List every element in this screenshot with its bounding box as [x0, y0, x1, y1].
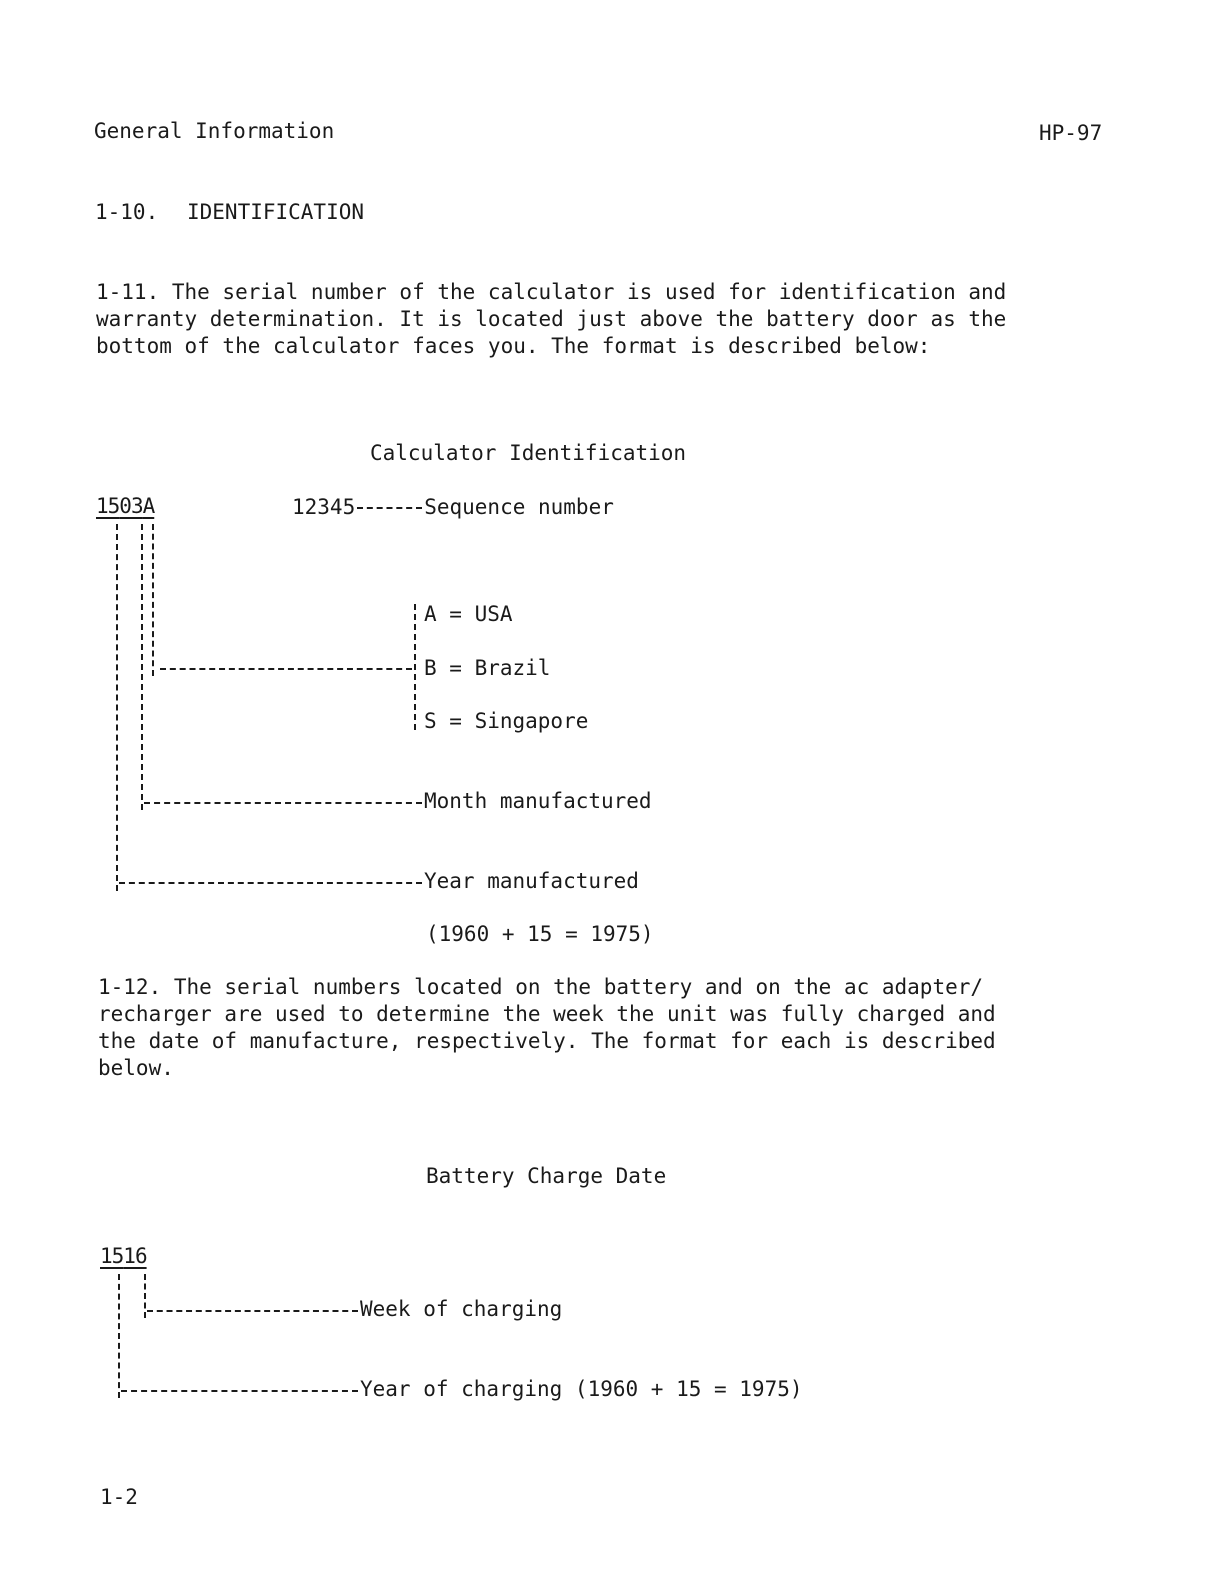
serial-prefix: [96, 496, 154, 517]
battery-code: [100, 1246, 147, 1267]
battery-year-code: 15: [100, 1244, 124, 1268]
month-leader-horizontal: [144, 802, 422, 804]
section-number: 1-10.: [95, 200, 159, 224]
country-bracket: [414, 604, 416, 730]
running-header-section: General Information: [94, 119, 335, 143]
battery-charge-title: Battery Charge Date: [426, 1164, 667, 1188]
paragraph-1-12: 1-12. The serial numbers located on the battery and on the ac adapter/ recharger are used to determine the week the unit was fully charged and the date of manufacture, respectively. The format for each is described below.: [98, 975, 996, 1080]
year-leader-vertical: [116, 524, 118, 891]
sequence-dashes: [357, 507, 422, 509]
month-manufactured-label: Month manufactured: [424, 789, 652, 813]
running-header-model: HP-97: [1039, 121, 1103, 145]
battery-week-leader-horizontal: [147, 1310, 358, 1312]
year-of-charging-label: Year of charging (1960 + 15 = 1975): [360, 1377, 803, 1401]
sequence-label: Sequence number: [424, 495, 614, 519]
year-manufactured-label: Year manufactured: [424, 869, 639, 893]
section-title: IDENTIFICATION: [187, 200, 365, 224]
country-leader-vertical: [152, 524, 154, 676]
sequence-digits: 12345: [292, 495, 356, 519]
serial-country-code: A: [142, 494, 155, 518]
country-option-brazil: B = Brazil: [424, 656, 551, 680]
paragraph-1-11: 1-11. The serial number of the calculator is used for identification and warranty determination. It is located just above the battery door as the bottom of the calculator faces you. The format is described below:: [96, 280, 1007, 358]
page-number: 1-2: [100, 1485, 138, 1509]
battery-week-code: 16: [123, 1244, 147, 1268]
country-option-usa: A = USA: [424, 602, 513, 626]
serial-sequence: [292, 497, 614, 518]
serial-month-code: 03: [119, 494, 143, 518]
battery-week-leader-vertical: [144, 1274, 146, 1318]
year-formula: (1960 + 15 = 1975): [426, 922, 654, 946]
calculator-id-title: Calculator Identification: [370, 441, 687, 465]
country-option-singapore: S = Singapore: [424, 709, 589, 733]
week-of-charging-label: Week of charging: [360, 1297, 563, 1321]
serial-year-code: 15: [96, 494, 120, 518]
battery-year-leader-vertical: [118, 1274, 120, 1398]
year-leader-horizontal: [119, 882, 422, 884]
month-leader-vertical: [141, 524, 143, 810]
country-leader-horizontal: [160, 668, 412, 670]
battery-year-leader-horizontal: [121, 1390, 358, 1392]
